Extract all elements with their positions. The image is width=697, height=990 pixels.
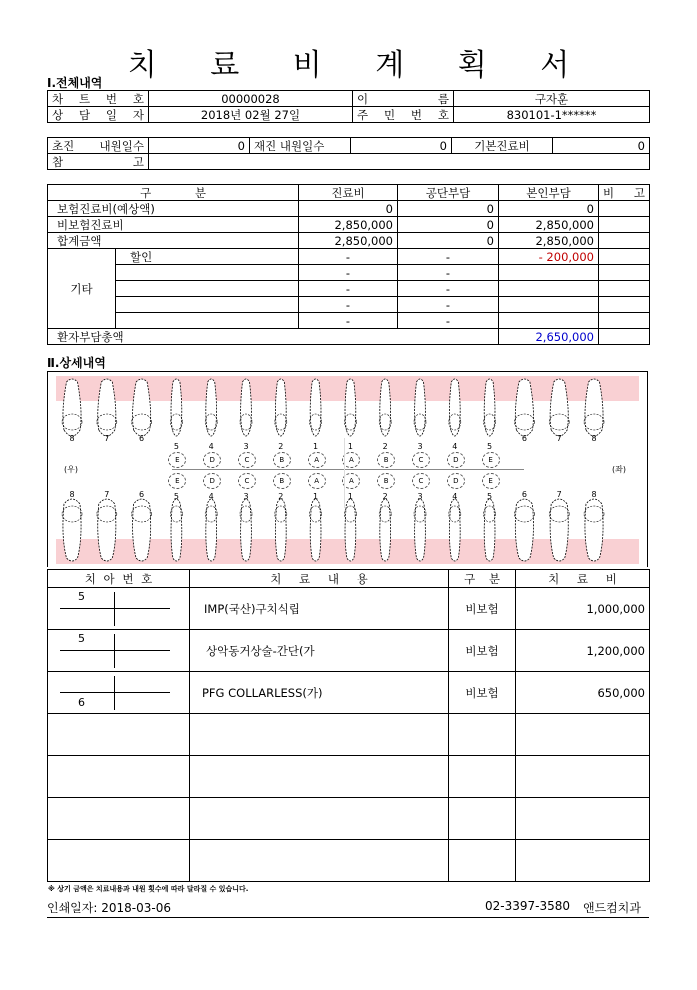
treatment-type [449, 840, 516, 882]
detail-header-content: 치 료 내 용 [190, 570, 449, 588]
lower-tooth [132, 499, 152, 561]
patient-info-table [47, 90, 650, 123]
upper-tooth-number: 4 [208, 442, 214, 451]
footnote: ※ 상기 금액은 치료내용과 내원 횟수에 따라 달라질 수 있습니다. [48, 885, 249, 893]
tooth-upper-right: 5 [78, 590, 85, 603]
lower-tooth-number: 8 [591, 490, 597, 499]
primary-lower-tooth: A [342, 473, 360, 489]
upper-tooth-number: 7 [556, 434, 562, 443]
section-detail-heading: Ⅱ.상세내역 [47, 356, 106, 370]
upper-tooth [484, 379, 496, 436]
basic-fee-label: 기본진료비 [452, 138, 553, 154]
tooth-cross-horizontal [60, 692, 170, 693]
etc-row [48, 249, 650, 265]
treatment-content [190, 798, 449, 840]
summary-row [48, 233, 650, 249]
left-side-label: (좌) [612, 465, 626, 474]
row-remarks [599, 313, 650, 329]
etc-row-fee: - [299, 281, 398, 297]
treatment-row [48, 798, 650, 840]
treatment-content [190, 840, 449, 882]
etc-row [48, 265, 650, 281]
etc-row-self [499, 265, 599, 281]
treatment-content: IMP(국산)구치식립 [190, 588, 449, 630]
summary-header-remarks: 비 고 [599, 185, 650, 201]
tooth-upper-right: 5 [78, 632, 85, 645]
primary-upper-tooth: B [377, 452, 395, 468]
row-public: 0 [398, 233, 499, 249]
primary-teeth-divider [172, 469, 524, 470]
summary-header-fee: 진료비 [299, 185, 398, 201]
treatment-type: 비보험 [449, 672, 516, 714]
primary-lower-tooth: E [168, 473, 186, 489]
tooth-number-cell [48, 714, 190, 756]
etc-row-label [116, 297, 299, 313]
lower-tooth [97, 499, 117, 561]
primary-upper-tooth: C [238, 452, 256, 468]
upper-tooth [170, 379, 182, 436]
tooth-number-cell [48, 588, 190, 630]
total-value: 2,650,000 [499, 329, 599, 345]
dental-chart [47, 371, 648, 567]
lower-tooth-number: 1 [347, 492, 353, 501]
etc-row-public: - [398, 313, 499, 329]
discount-value: - 200,000 [499, 249, 599, 265]
name-value: 구자훈 [454, 91, 650, 107]
upper-tooth [310, 379, 322, 436]
etc-row-label [116, 281, 299, 297]
clinic-phone: 02-3397-3580 [485, 899, 571, 913]
row-fee: 2,850,000 [299, 217, 398, 233]
summary-table [47, 184, 650, 345]
primary-lower-tooth: C [238, 473, 256, 489]
upper-tooth [449, 379, 461, 436]
primary-upper-tooth: D [447, 452, 465, 468]
lower-tooth-number: 1 [313, 492, 319, 501]
upper-tooth-number: 6 [521, 434, 527, 443]
lower-tooth-number: 3 [243, 492, 249, 501]
lower-tooth [275, 499, 287, 561]
lower-tooth [205, 499, 217, 561]
lower-tooth-number: 2 [382, 492, 388, 501]
detail-header-fee: 치 료 비 [516, 570, 650, 588]
upper-tooth [205, 379, 217, 436]
treatment-content [190, 714, 449, 756]
tooth-cross-vertical [114, 592, 115, 626]
primary-lower-tooth: B [273, 473, 291, 489]
row-label: 비보험진료비 [48, 217, 299, 233]
treatment-detail-table [47, 569, 650, 882]
etc-row-public: - [398, 249, 499, 265]
tooth-number-cell [48, 840, 190, 882]
resident-number-label: 주 민 번 호 [353, 107, 454, 123]
revisit-value: 0 [351, 138, 452, 154]
etc-row-fee: - [299, 297, 398, 313]
lower-tooth-number: 5 [173, 492, 179, 501]
row-self: 0 [499, 201, 599, 217]
treatment-type [449, 798, 516, 840]
etc-row [48, 297, 650, 313]
primary-upper-tooth: A [308, 452, 326, 468]
primary-lower-tooth: D [447, 473, 465, 489]
note-label: 참 고 [48, 154, 149, 170]
etc-row [48, 313, 650, 329]
tooth-number-cell [48, 672, 190, 714]
lower-tooth [484, 499, 496, 561]
etc-row [48, 281, 650, 297]
lower-tooth [170, 499, 182, 561]
upper-tooth [414, 379, 426, 436]
row-remarks [599, 297, 650, 313]
treatment-fee [516, 756, 650, 798]
treatment-content: PFG COLLARLESS(가) [190, 672, 449, 714]
row-label: 합계금액 [48, 233, 299, 249]
detail-header-type: 구 분 [449, 570, 516, 588]
visits-table [47, 137, 650, 170]
upper-tooth [584, 379, 604, 436]
primary-lower-tooth: B [377, 473, 395, 489]
total-label: 환자부담총액 [48, 329, 499, 345]
treatment-row [48, 840, 650, 882]
primary-upper-tooth: D [203, 452, 221, 468]
primary-upper-tooth: E [482, 452, 500, 468]
note-value [149, 154, 650, 170]
lower-tooth-number: 5 [487, 492, 493, 501]
etc-row-label: 할인 [116, 249, 299, 265]
upper-tooth-number: 6 [139, 434, 145, 443]
etc-row-self [499, 297, 599, 313]
treatment-row [48, 672, 650, 714]
treatment-row [48, 630, 650, 672]
row-public: 0 [398, 217, 499, 233]
treatment-type [449, 714, 516, 756]
name-label: 이 름 [353, 91, 454, 107]
summary-header-self: 본인부담 [499, 185, 599, 201]
lower-tooth [414, 499, 426, 561]
upper-tooth [97, 379, 117, 436]
row-remarks [599, 281, 650, 297]
etc-row-fee: - [299, 265, 398, 281]
lower-tooth-number: 3 [417, 492, 423, 501]
upper-tooth-number: 8 [591, 434, 597, 443]
upper-tooth-number: 3 [417, 442, 423, 451]
etc-row-self [499, 281, 599, 297]
upper-tooth-number: 5 [173, 442, 179, 451]
primary-upper-tooth: E [168, 452, 186, 468]
row-remarks [599, 233, 650, 249]
upper-tooth-number: 5 [487, 442, 493, 451]
row-self: 2,850,000 [499, 217, 599, 233]
row-remarks [599, 217, 650, 233]
lower-tooth [310, 499, 322, 561]
primary-upper-tooth: B [273, 452, 291, 468]
treatment-content: 상악동거상술-간단(가 [190, 630, 449, 672]
upper-tooth-number: 1 [313, 442, 319, 451]
tooth-cross-horizontal [60, 650, 170, 651]
etc-row-public: - [398, 297, 499, 313]
tooth-number-cell [48, 630, 190, 672]
primary-lower-tooth: D [203, 473, 221, 489]
lower-tooth [62, 499, 82, 561]
page-title: 치 료 비 계 획 서 [127, 48, 592, 83]
lower-tooth [344, 499, 356, 561]
clinic-name: 앤드컴치과 [583, 901, 641, 915]
tooth-cross-vertical [114, 634, 115, 668]
upper-tooth-number: 8 [69, 434, 75, 443]
primary-upper-tooth: C [412, 452, 430, 468]
upper-tooth [275, 379, 287, 436]
lower-tooth-number: 7 [556, 490, 562, 499]
basic-fee-value: 0 [553, 138, 650, 154]
treatment-fee: 1,000,000 [516, 588, 650, 630]
first-visit-value: 0 [149, 138, 250, 154]
right-side-label: (우) [64, 465, 78, 474]
lower-tooth-number: 6 [521, 490, 527, 499]
tooth-number-cell [48, 756, 190, 798]
consult-date-value: 2018년 02월 27일 [149, 107, 353, 123]
lower-tooth [449, 499, 461, 561]
row-remarks [599, 249, 650, 265]
lower-tooth-number: 2 [278, 492, 284, 501]
detail-header-tooth: 치 아 번 호 [48, 570, 190, 588]
first-visit-label: 초진 내원일수 [48, 138, 149, 154]
row-remarks [599, 329, 650, 345]
etc-row-self [499, 313, 599, 329]
etc-row-public: - [398, 265, 499, 281]
etc-label: 기타 [48, 249, 116, 329]
consult-date-label: 상 담 일 자 [48, 107, 149, 123]
chart-number-label: 차 트 번 호 [48, 91, 149, 107]
upper-tooth [344, 379, 356, 436]
treatment-fee: 650,000 [516, 672, 650, 714]
resident-number-value: 830101-1****** [454, 107, 650, 123]
lower-tooth-number: 4 [452, 492, 458, 501]
upper-tooth-number: 3 [243, 442, 249, 451]
upper-tooth-number: 2 [278, 442, 284, 451]
summary-header-category: 구 분 [48, 185, 299, 201]
primary-lower-tooth: C [412, 473, 430, 489]
footer-rule [47, 917, 649, 918]
row-public: 0 [398, 201, 499, 217]
row-self: 2,850,000 [499, 233, 599, 249]
primary-upper-tooth: A [342, 452, 360, 468]
row-fee: 2,850,000 [299, 233, 398, 249]
treatment-type: 비보험 [449, 588, 516, 630]
upper-tooth-number: 7 [104, 434, 110, 443]
row-fee: 0 [299, 201, 398, 217]
row-label: 보험진료비(예상액) [48, 201, 299, 217]
lower-tooth-number: 8 [69, 490, 75, 499]
upper-tooth [240, 379, 252, 436]
upper-tooth-number: 1 [347, 442, 353, 451]
primary-lower-tooth: E [482, 473, 500, 489]
row-remarks [599, 201, 650, 217]
primary-lower-tooth: A [308, 473, 326, 489]
etc-row-fee: - [299, 313, 398, 329]
lower-tooth [379, 499, 391, 561]
summary-row [48, 217, 650, 233]
lower-tooth [584, 499, 604, 561]
treatment-fee [516, 798, 650, 840]
treatment-fee [516, 840, 650, 882]
lower-tooth-number: 4 [208, 492, 214, 501]
upper-tooth [379, 379, 391, 436]
etc-row-public: - [398, 281, 499, 297]
section-overview-heading: Ⅰ.전체내역 [47, 76, 103, 90]
tooth-cross-vertical [114, 676, 115, 710]
upper-tooth-number: 2 [382, 442, 388, 451]
tooth-cross-horizontal [60, 608, 170, 609]
lower-tooth [514, 499, 534, 561]
etc-row-label [116, 265, 299, 281]
tooth-lower-right: 6 [78, 696, 85, 709]
upper-tooth [514, 379, 534, 436]
chart-number-value: 00000028 [149, 91, 353, 107]
treatment-type: 비보험 [449, 630, 516, 672]
summary-row [48, 201, 650, 217]
lower-tooth-number: 6 [139, 490, 145, 499]
lower-tooth [240, 499, 252, 561]
treatment-fee [516, 714, 650, 756]
etc-row-label [116, 313, 299, 329]
tooth-number-cell [48, 798, 190, 840]
treatment-fee: 1,200,000 [516, 630, 650, 672]
treatment-content [190, 756, 449, 798]
treatment-row [48, 714, 650, 756]
treatment-row [48, 588, 650, 630]
summary-header-public: 공단부담 [398, 185, 499, 201]
total-row [48, 329, 650, 345]
upper-tooth [62, 379, 82, 436]
revisit-label: 재진 내원일수 [250, 138, 351, 154]
etc-row-fee: - [299, 249, 398, 265]
midline [344, 438, 345, 508]
upper-tooth-number: 4 [452, 442, 458, 451]
lower-tooth [549, 499, 569, 561]
print-date: 인쇄일자: 2018-03-06 [47, 901, 171, 915]
treatment-row [48, 756, 650, 798]
treatment-type [449, 756, 516, 798]
upper-tooth [549, 379, 569, 436]
row-remarks [599, 265, 650, 281]
upper-tooth [132, 379, 152, 436]
lower-tooth-number: 7 [104, 490, 110, 499]
